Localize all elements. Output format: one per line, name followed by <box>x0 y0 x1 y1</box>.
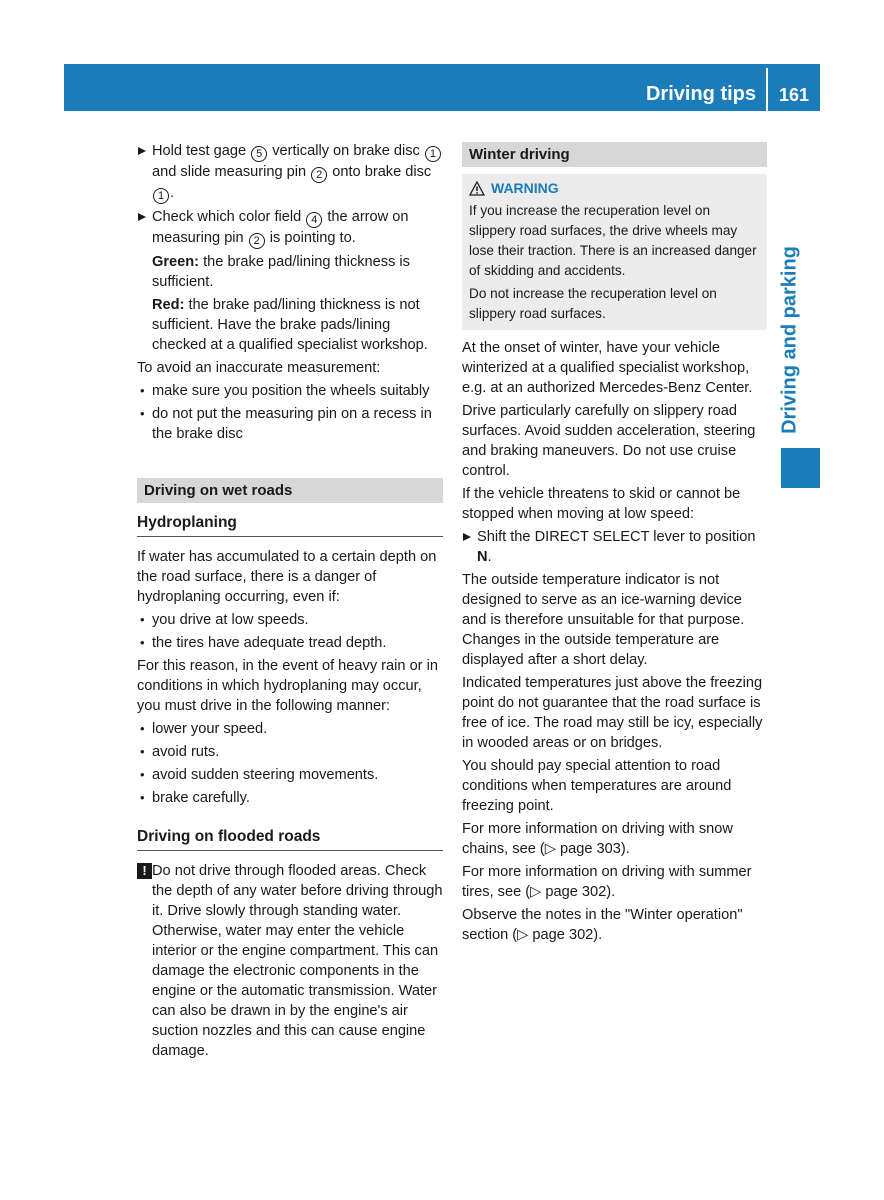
callout-number: 2 <box>249 233 265 249</box>
paragraph: The outside temperature indicator is not designed to serve as an ice-warning device and is therefore unsuitable for that purpose. Changes in the outside temperature are displayed after a short delay. <box>462 572 745 668</box>
warning-title: WARNING <box>469 177 760 199</box>
list-item: • do not put the measuring pin on a recess in the brake disc <box>137 404 443 444</box>
list-item: • the tires have adequate tread depth. <box>137 633 443 653</box>
list-item: • lower your speed. <box>137 719 443 739</box>
paragraph: Indicated temperatures just above the freezing point do not guarantee that the road surface is free of ice. The road may still be icy, especially in wooded areas or on bridges. <box>462 675 763 751</box>
subheading: Driving on flooded roads <box>137 826 443 851</box>
callout-number: 1 <box>153 188 169 204</box>
chapter-tab-marker <box>781 448 820 488</box>
warning-triangle-icon <box>469 181 485 196</box>
callout-number: 2 <box>311 167 327 183</box>
paragraph: For this reason, in the event of heavy rain or in conditions in which hydroplaning may occur, you must drive in the following manner: <box>137 658 438 714</box>
list-item: • avoid ruts. <box>137 742 443 762</box>
section-heading: Driving on wet roads <box>137 478 443 503</box>
result-red: Red: the brake pad/lining thickness is not sufficient. Have the brake pads/lining checked at a qualified specialist workshop. <box>152 297 428 353</box>
warning-box <box>462 174 767 330</box>
paragraph: If the vehicle threatens to skid or cannot be stopped when moving at low speed: <box>462 486 741 522</box>
page-number: 161 <box>778 85 810 105</box>
list-item: • make sure you position the wheels suitably <box>137 381 443 401</box>
warning-text: If you increase the recuperation level on slippery road surfaces, the drive wheels may lose their traction. There is an increased danger of skidding and accidents. <box>469 203 757 278</box>
paragraph: You should pay special attention to road conditions when temperatures are around freezing point. <box>462 758 732 814</box>
paragraph: If water has accumulated to a certain depth on the road surface, there is a danger of hydroplaning occurring, even if: <box>137 549 437 605</box>
page-title: Driving tips <box>645 83 756 105</box>
chapter-tab-label: Driving and parking <box>778 246 801 434</box>
section-heading: Winter driving <box>462 142 767 167</box>
cross-reference: Observe the notes in the "Winter operation" section (▷ page 302). <box>462 907 743 943</box>
exclamation-icon: ! <box>137 863 152 879</box>
paragraph: At the onset of winter, have your vehicle winterized at a qualified specialist workshop, e.g. at an authorized Mercedes-Benz Center. <box>462 340 753 396</box>
avoid-list <box>137 381 443 444</box>
instruction-step: Check which color field 4 the arrow on measuring pin 2 is pointing to. <box>137 207 443 249</box>
manner-list <box>137 719 443 808</box>
notice-block: ! Do not drive through flooded areas. Check the depth of any water before driving through it. Drive slowly through standing water. Otherwise, water may enter the vehicle interior or the engine compartment. This can damage the electronic components in the engine or the automatic transmission. Water can also be drawn in by the engine's air suction nozzles and this can cause engine damage. <box>137 861 443 1061</box>
callout-number: 4 <box>306 212 322 228</box>
right-column <box>462 142 767 948</box>
cross-reference: For more information on driving with summer tires, see (▷ page 302). <box>462 864 752 900</box>
warning-text: Do not increase the recuperation level on slippery road surfaces. <box>469 286 717 321</box>
paragraph: Drive particularly carefully on slippery road surfaces. Avoid sudden acceleration, steering and braking maneuvers. Do not use cruise control. <box>462 403 756 479</box>
list-item: • you drive at low speeds. <box>137 610 443 630</box>
list-item: • brake carefully. <box>137 788 443 808</box>
left-column <box>137 141 443 1064</box>
list-item: • avoid sudden steering movements. <box>137 765 443 785</box>
condition-list <box>137 610 443 653</box>
callout-number: 1 <box>425 146 441 162</box>
avoid-intro: To avoid an inaccurate measurement: <box>137 360 381 376</box>
callout-number: 5 <box>251 146 267 162</box>
subheading: Hydroplaning <box>137 512 443 537</box>
result-green: Green: the brake pad/lining thickness is sufficient. <box>152 254 410 290</box>
instruction-step: Hold test gage 5 vertically on brake disc 1 and slide measuring pin 2 onto brake disc 1 . <box>137 141 443 204</box>
instruction-step: Shift the DIRECT SELECT lever to position N. <box>462 527 767 567</box>
cross-reference: For more information on driving with snow chains, see (▷ page 303). <box>462 821 733 857</box>
